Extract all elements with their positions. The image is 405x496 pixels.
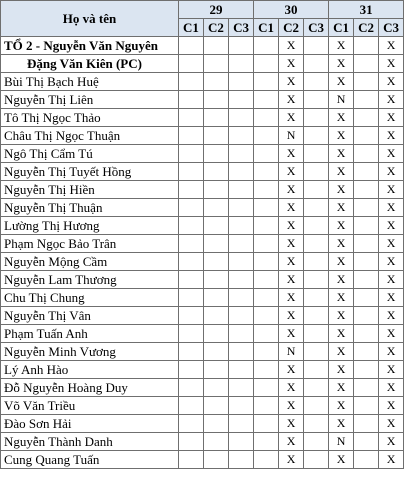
attendance-mark-cell xyxy=(304,235,329,253)
attendance-mark-cell xyxy=(179,37,204,55)
attendance-mark-cell xyxy=(354,451,379,469)
attendance-mark-cell xyxy=(354,433,379,451)
attendance-mark-cell xyxy=(304,109,329,127)
attendance-mark-cell xyxy=(229,253,254,271)
attendance-mark-cell xyxy=(254,343,279,361)
attendance-mark-cell: X xyxy=(379,109,404,127)
attendance-mark-cell xyxy=(179,451,204,469)
attendance-mark-cell xyxy=(354,127,379,145)
attendance-mark-cell: X xyxy=(329,343,354,361)
attendance-mark-cell xyxy=(304,433,329,451)
attendance-mark-cell: X xyxy=(279,433,304,451)
attendance-mark-cell xyxy=(229,379,254,397)
attendance-mark-cell xyxy=(354,343,379,361)
attendance-mark-cell xyxy=(204,343,229,361)
attendance-mark-cell xyxy=(354,55,379,73)
attendance-mark-cell: X xyxy=(379,199,404,217)
attendance-mark-cell: X xyxy=(279,181,304,199)
attendance-mark-cell xyxy=(304,163,329,181)
attendance-mark-cell xyxy=(179,109,204,127)
attendance-mark-cell xyxy=(354,163,379,181)
attendance-mark-cell: X xyxy=(329,145,354,163)
attendance-mark-cell xyxy=(204,91,229,109)
table-row xyxy=(1,91,404,109)
attendance-mark-cell xyxy=(254,109,279,127)
attendance-mark-cell xyxy=(304,325,329,343)
table-header xyxy=(1,1,404,37)
table-row xyxy=(1,73,404,91)
attendance-mark-cell xyxy=(179,73,204,91)
attendance-mark-cell xyxy=(304,415,329,433)
attendance-mark-cell: X xyxy=(279,415,304,433)
attendance-mark-cell: X xyxy=(279,37,304,55)
attendance-mark-cell xyxy=(229,73,254,91)
member-name-cell: Đặng Văn Kiên (PC) xyxy=(1,55,179,73)
table-row xyxy=(1,379,404,397)
attendance-mark-cell xyxy=(204,253,229,271)
member-name-cell: Nguyễn Thị Hiền xyxy=(1,181,179,199)
attendance-mark-cell: X xyxy=(379,307,404,325)
member-name-cell: Tô Thị Ngọc Thảo xyxy=(1,109,179,127)
attendance-mark-cell xyxy=(229,415,254,433)
attendance-mark-cell xyxy=(354,289,379,307)
table-row xyxy=(1,217,404,235)
attendance-mark-cell xyxy=(204,145,229,163)
attendance-mark-cell xyxy=(354,325,379,343)
attendance-mark-cell xyxy=(179,181,204,199)
attendance-mark-cell xyxy=(304,451,329,469)
attendance-mark-cell xyxy=(354,181,379,199)
session-header: C3 xyxy=(379,19,404,37)
member-name-cell: Nguyễn Lam Thương xyxy=(1,271,179,289)
attendance-mark-cell: X xyxy=(279,307,304,325)
member-name-cell: Ngô Thị Cẩm Tú xyxy=(1,145,179,163)
attendance-mark-cell xyxy=(354,271,379,289)
attendance-mark-cell xyxy=(229,91,254,109)
member-name-cell: Châu Thị Ngọc Thuận xyxy=(1,127,179,145)
attendance-mark-cell xyxy=(354,415,379,433)
attendance-mark-cell xyxy=(254,361,279,379)
member-name-cell: Chu Thị Chung xyxy=(1,289,179,307)
table-row xyxy=(1,181,404,199)
attendance-mark-cell: X xyxy=(379,451,404,469)
attendance-mark-cell xyxy=(204,451,229,469)
attendance-mark-cell: X xyxy=(379,415,404,433)
attendance-mark-cell xyxy=(179,379,204,397)
attendance-mark-cell: X xyxy=(329,379,354,397)
attendance-mark-cell xyxy=(304,397,329,415)
attendance-mark-cell: X xyxy=(279,199,304,217)
attendance-mark-cell xyxy=(229,235,254,253)
attendance-mark-cell xyxy=(179,163,204,181)
attendance-mark-cell xyxy=(254,235,279,253)
table-row xyxy=(1,325,404,343)
attendance-mark-cell: X xyxy=(379,433,404,451)
attendance-mark-cell xyxy=(254,217,279,235)
table-row xyxy=(1,199,404,217)
member-name-cell: Đỗ Nguyễn Hoàng Duy xyxy=(1,379,179,397)
attendance-mark-cell: X xyxy=(279,253,304,271)
attendance-mark-cell xyxy=(354,397,379,415)
attendance-mark-cell: X xyxy=(329,127,354,145)
attendance-mark-cell xyxy=(204,109,229,127)
attendance-mark-cell xyxy=(179,91,204,109)
attendance-mark-cell xyxy=(229,37,254,55)
table-row xyxy=(1,307,404,325)
session-header: C1 xyxy=(179,19,204,37)
attendance-mark-cell: X xyxy=(329,397,354,415)
member-name-cell: Nguyễn Minh Vương xyxy=(1,343,179,361)
attendance-mark-cell xyxy=(304,73,329,91)
attendance-mark-cell xyxy=(254,127,279,145)
attendance-mark-cell xyxy=(354,199,379,217)
attendance-mark-cell: X xyxy=(329,73,354,91)
attendance-mark-cell: X xyxy=(329,217,354,235)
attendance-mark-cell xyxy=(229,343,254,361)
attendance-mark-cell xyxy=(229,325,254,343)
attendance-mark-cell xyxy=(229,127,254,145)
attendance-mark-cell xyxy=(254,289,279,307)
attendance-mark-cell: N xyxy=(279,127,304,145)
attendance-mark-cell xyxy=(229,397,254,415)
attendance-mark-cell xyxy=(304,127,329,145)
attendance-mark-cell: X xyxy=(379,343,404,361)
attendance-mark-cell xyxy=(254,145,279,163)
attendance-mark-cell xyxy=(179,253,204,271)
attendance-mark-cell xyxy=(179,55,204,73)
attendance-mark-cell: X xyxy=(379,145,404,163)
attendance-mark-cell xyxy=(254,307,279,325)
member-name-cell: Đào Sơn Hải xyxy=(1,415,179,433)
attendance-mark-cell xyxy=(204,235,229,253)
attendance-mark-cell: X xyxy=(279,163,304,181)
attendance-mark-cell: X xyxy=(329,307,354,325)
attendance-mark-cell xyxy=(179,433,204,451)
attendance-mark-cell xyxy=(229,55,254,73)
attendance-mark-cell xyxy=(229,181,254,199)
session-header: C2 xyxy=(354,19,379,37)
attendance-mark-cell: X xyxy=(379,325,404,343)
attendance-mark-cell xyxy=(179,343,204,361)
attendance-mark-cell xyxy=(229,199,254,217)
attendance-mark-cell xyxy=(179,217,204,235)
attendance-mark-cell: X xyxy=(329,37,354,55)
attendance-mark-cell xyxy=(204,181,229,199)
attendance-mark-cell xyxy=(204,217,229,235)
attendance-mark-cell xyxy=(304,55,329,73)
attendance-mark-cell: X xyxy=(379,37,404,55)
attendance-mark-cell: X xyxy=(279,55,304,73)
attendance-mark-cell xyxy=(204,37,229,55)
attendance-mark-cell: X xyxy=(279,91,304,109)
attendance-mark-cell: X xyxy=(329,451,354,469)
member-name-cell: Nguyễn Mộng Cầm xyxy=(1,253,179,271)
attendance-mark-cell: X xyxy=(329,361,354,379)
member-name-cell: Cung Quang Tuấn xyxy=(1,451,179,469)
attendance-mark-cell: X xyxy=(279,289,304,307)
attendance-mark-cell xyxy=(229,451,254,469)
attendance-mark-cell: X xyxy=(379,397,404,415)
attendance-mark-cell xyxy=(204,415,229,433)
name-column-header: Họ và tên xyxy=(1,1,179,37)
attendance-mark-cell xyxy=(179,199,204,217)
attendance-mark-cell: X xyxy=(279,397,304,415)
table-row xyxy=(1,145,404,163)
attendance-mark-cell xyxy=(204,289,229,307)
attendance-mark-cell: X xyxy=(279,145,304,163)
member-name-cell: Nguyễn Thị Thuận xyxy=(1,199,179,217)
attendance-mark-cell: X xyxy=(279,271,304,289)
attendance-mark-cell: X xyxy=(329,253,354,271)
attendance-mark-cell: X xyxy=(329,55,354,73)
member-name-cell: Lý Anh Hào xyxy=(1,361,179,379)
attendance-mark-cell xyxy=(229,289,254,307)
member-name-cell: Nguyễn Thị Liên xyxy=(1,91,179,109)
attendance-mark-cell: X xyxy=(379,235,404,253)
attendance-mark-cell xyxy=(254,91,279,109)
attendance-mark-cell xyxy=(254,55,279,73)
attendance-mark-cell: X xyxy=(379,91,404,109)
attendance-mark-cell xyxy=(304,379,329,397)
attendance-mark-cell xyxy=(204,433,229,451)
day-header: 31 xyxy=(329,1,404,19)
attendance-mark-cell xyxy=(354,235,379,253)
attendance-mark-cell xyxy=(179,127,204,145)
header-row-days xyxy=(1,1,404,19)
attendance-mark-cell xyxy=(204,397,229,415)
member-name-cell: Phạm Ngọc Bảo Trân xyxy=(1,235,179,253)
session-header: C3 xyxy=(229,19,254,37)
attendance-mark-cell: X xyxy=(329,415,354,433)
attendance-mark-cell xyxy=(304,343,329,361)
attendance-mark-cell xyxy=(354,73,379,91)
table-row xyxy=(1,253,404,271)
attendance-mark-cell xyxy=(304,253,329,271)
attendance-mark-cell xyxy=(229,271,254,289)
attendance-mark-cell: X xyxy=(329,271,354,289)
attendance-mark-cell: X xyxy=(279,379,304,397)
attendance-mark-cell: N xyxy=(329,91,354,109)
table-row xyxy=(1,361,404,379)
session-header: C1 xyxy=(254,19,279,37)
day-header: 29 xyxy=(179,1,254,19)
table-row xyxy=(1,55,404,73)
attendance-mark-cell xyxy=(204,127,229,145)
attendance-mark-cell: X xyxy=(379,217,404,235)
table-row xyxy=(1,433,404,451)
attendance-mark-cell xyxy=(229,361,254,379)
attendance-mark-cell: X xyxy=(279,451,304,469)
session-header: C2 xyxy=(204,19,229,37)
attendance-mark-cell xyxy=(179,415,204,433)
attendance-mark-cell xyxy=(254,325,279,343)
attendance-mark-cell xyxy=(354,253,379,271)
attendance-mark-cell xyxy=(254,253,279,271)
member-name-cell: Nguyễn Thành Danh xyxy=(1,433,179,451)
attendance-mark-cell xyxy=(229,145,254,163)
attendance-mark-cell xyxy=(254,163,279,181)
day-header: 30 xyxy=(254,1,329,19)
attendance-mark-cell xyxy=(179,235,204,253)
table-row xyxy=(1,451,404,469)
table-row xyxy=(1,271,404,289)
member-name-cell: Lường Thị Hương xyxy=(1,217,179,235)
attendance-mark-cell xyxy=(204,379,229,397)
attendance-mark-cell xyxy=(204,325,229,343)
attendance-mark-cell xyxy=(204,361,229,379)
attendance-mark-cell xyxy=(354,361,379,379)
attendance-mark-cell: N xyxy=(279,343,304,361)
attendance-mark-cell xyxy=(229,163,254,181)
attendance-mark-cell: X xyxy=(379,379,404,397)
attendance-mark-cell: X xyxy=(329,325,354,343)
attendance-mark-cell xyxy=(179,289,204,307)
table-row xyxy=(1,163,404,181)
attendance-mark-cell xyxy=(304,271,329,289)
attendance-mark-cell xyxy=(229,433,254,451)
attendance-mark-cell xyxy=(254,379,279,397)
attendance-mark-cell: X xyxy=(329,199,354,217)
attendance-mark-cell xyxy=(179,397,204,415)
table-row xyxy=(1,397,404,415)
attendance-mark-cell xyxy=(354,379,379,397)
attendance-mark-cell: X xyxy=(379,361,404,379)
attendance-mark-cell: X xyxy=(329,235,354,253)
attendance-mark-cell xyxy=(229,307,254,325)
attendance-mark-cell xyxy=(304,37,329,55)
attendance-mark-cell: X xyxy=(279,73,304,91)
table-row xyxy=(1,343,404,361)
attendance-mark-cell: X xyxy=(379,127,404,145)
attendance-mark-cell xyxy=(179,325,204,343)
attendance-mark-cell xyxy=(354,307,379,325)
member-name-cell: Nguyễn Thị Tuyết Hồng xyxy=(1,163,179,181)
attendance-mark-cell: X xyxy=(379,271,404,289)
attendance-mark-cell xyxy=(204,73,229,91)
member-name-cell: Nguyễn Thị Vân xyxy=(1,307,179,325)
attendance-mark-cell xyxy=(204,55,229,73)
table-row xyxy=(1,37,404,55)
attendance-mark-cell xyxy=(204,307,229,325)
attendance-mark-cell xyxy=(354,91,379,109)
attendance-mark-cell xyxy=(179,307,204,325)
session-header: C3 xyxy=(304,19,329,37)
attendance-mark-cell: X xyxy=(329,289,354,307)
attendance-mark-cell xyxy=(254,433,279,451)
table-row xyxy=(1,235,404,253)
attendance-mark-cell xyxy=(204,271,229,289)
attendance-mark-cell: X xyxy=(279,361,304,379)
attendance-mark-cell: X xyxy=(279,235,304,253)
attendance-mark-cell xyxy=(254,199,279,217)
table-row xyxy=(1,415,404,433)
attendance-mark-cell xyxy=(254,73,279,91)
attendance-mark-cell xyxy=(204,199,229,217)
attendance-mark-cell xyxy=(254,271,279,289)
attendance-mark-cell xyxy=(179,271,204,289)
table-body xyxy=(1,37,404,469)
attendance-mark-cell: X xyxy=(329,181,354,199)
attendance-mark-cell: X xyxy=(379,181,404,199)
table-row xyxy=(1,127,404,145)
attendance-mark-cell xyxy=(254,397,279,415)
attendance-mark-cell: X xyxy=(279,109,304,127)
attendance-mark-cell: X xyxy=(379,73,404,91)
attendance-mark-cell xyxy=(304,217,329,235)
attendance-mark-cell xyxy=(304,307,329,325)
attendance-mark-cell: X xyxy=(379,163,404,181)
attendance-mark-cell: X xyxy=(279,217,304,235)
attendance-mark-cell xyxy=(179,145,204,163)
attendance-mark-cell: N xyxy=(329,433,354,451)
attendance-mark-cell xyxy=(204,163,229,181)
attendance-mark-cell xyxy=(229,109,254,127)
attendance-mark-cell xyxy=(304,361,329,379)
attendance-mark-cell xyxy=(304,91,329,109)
attendance-mark-cell: X xyxy=(379,253,404,271)
table-row xyxy=(1,109,404,127)
member-name-cell: Võ Văn Triều xyxy=(1,397,179,415)
member-name-cell: TỔ 2 - Nguyễn Văn Nguyên xyxy=(1,37,179,55)
attendance-mark-cell xyxy=(254,37,279,55)
attendance-mark-cell xyxy=(304,289,329,307)
attendance-mark-cell xyxy=(354,145,379,163)
attendance-mark-cell xyxy=(354,37,379,55)
attendance-mark-cell xyxy=(354,217,379,235)
attendance-mark-cell xyxy=(179,361,204,379)
attendance-mark-cell xyxy=(254,415,279,433)
attendance-mark-cell: X xyxy=(279,325,304,343)
attendance-mark-cell xyxy=(254,181,279,199)
member-name-cell: Bùi Thị Bạch Huệ xyxy=(1,73,179,91)
attendance-mark-cell xyxy=(254,451,279,469)
attendance-mark-cell: X xyxy=(379,289,404,307)
attendance-mark-cell xyxy=(304,181,329,199)
attendance-mark-cell: X xyxy=(379,55,404,73)
member-name-cell: Phạm Tuấn Anh xyxy=(1,325,179,343)
attendance-mark-cell xyxy=(304,145,329,163)
session-header: C1 xyxy=(329,19,354,37)
attendance-mark-cell xyxy=(354,109,379,127)
attendance-mark-cell: X xyxy=(329,109,354,127)
attendance-mark-cell xyxy=(229,217,254,235)
session-header: C2 xyxy=(279,19,304,37)
attendance-mark-cell: X xyxy=(329,163,354,181)
attendance-mark-cell xyxy=(304,199,329,217)
table-row xyxy=(1,289,404,307)
